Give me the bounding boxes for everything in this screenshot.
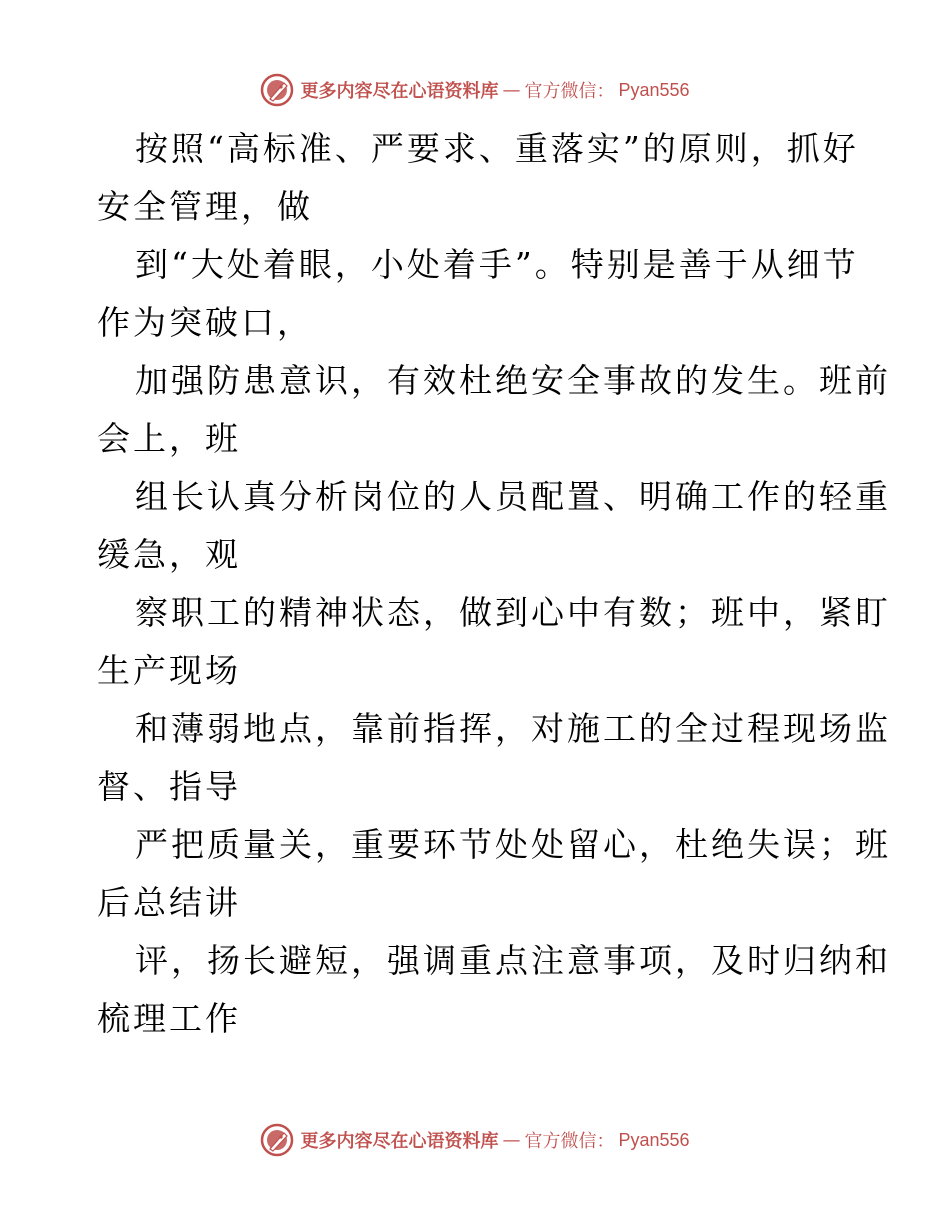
pen-nib-logo-icon — [260, 73, 294, 107]
footer-separator: — — [502, 1129, 521, 1151]
paragraph — [97, 932, 891, 1048]
paragraph-line: 加强防患意识，有效杜绝安全事故的发生。班前 — [135, 361, 891, 400]
paragraph-line: 梳理工作 — [97, 999, 241, 1038]
paragraph-line: 作为突破口， — [97, 303, 313, 342]
header-wechat-label: 官方微信： — [524, 81, 615, 102]
paragraph — [97, 700, 891, 816]
paragraph-line: 缓急，观 — [97, 535, 241, 574]
paragraph — [97, 236, 857, 352]
paragraph — [97, 120, 857, 236]
paragraph-line: 安全管理，做 — [97, 187, 313, 226]
paragraph-line: 生产现场 — [97, 651, 241, 690]
paragraph-line: 后总结讲 — [97, 883, 241, 922]
paragraph-line: 和薄弱地点，靠前指挥，对施工的全过程现场监 — [135, 709, 891, 748]
footer-wechat-label: 官方微信： — [524, 1131, 615, 1152]
footer-banner — [0, 1122, 950, 1158]
pen-nib-logo-icon — [260, 1123, 294, 1157]
paragraph-line: 按照“高标准、严要求、重落实”的原则，抓好 — [135, 129, 859, 168]
paragraph-line: 评，扬长避短，强调重点注意事项，及时归纳和 — [135, 941, 891, 980]
paragraph-line: 督、指导 — [97, 767, 241, 806]
paragraph — [97, 584, 891, 700]
paragraph-line: 严把质量关，重要环节处处留心，杜绝失误；班 — [135, 825, 891, 864]
header-banner — [0, 72, 950, 108]
paragraph-line: 察职工的精神状态，做到心中有数；班中，紧盯 — [135, 593, 891, 632]
paragraph — [97, 816, 891, 932]
header-separator: — — [502, 79, 521, 101]
paragraph — [97, 352, 891, 468]
footer-brand: 更多内容尽在心语资料库 — [300, 1131, 499, 1152]
paragraph-line: 会上，班 — [97, 419, 241, 458]
paragraph — [97, 468, 891, 584]
header-brand: 更多内容尽在心语资料库 — [300, 81, 499, 102]
paragraph-line: 到“大处着眼，小处着手”。特别是善于从细节 — [135, 245, 859, 284]
header-wechat-id: Pyan556 — [618, 79, 690, 100]
body-text — [97, 120, 891, 1048]
paragraph-line: 组长认真分析岗位的人员配置、明确工作的轻重 — [135, 477, 891, 516]
footer-wechat-id: Pyan556 — [618, 1129, 690, 1150]
